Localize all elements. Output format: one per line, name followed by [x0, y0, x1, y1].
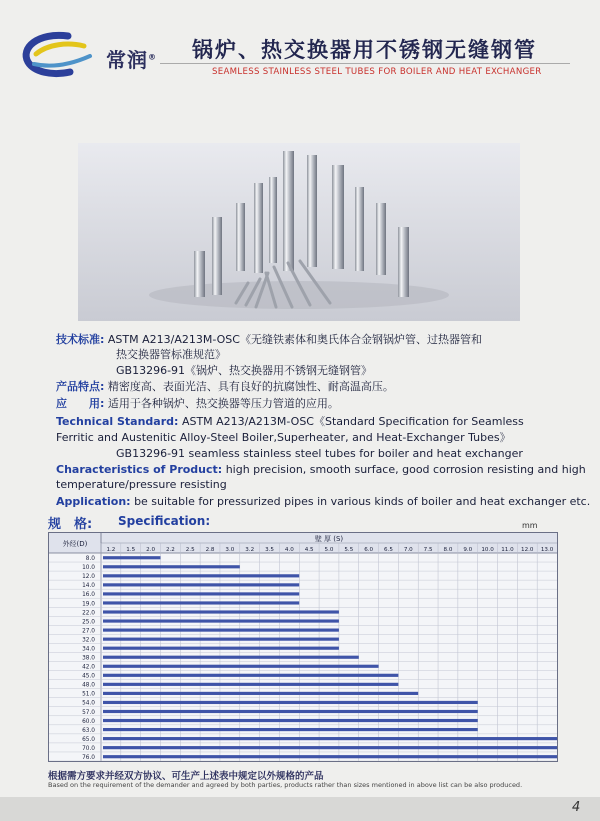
size-range-bar: [103, 556, 160, 559]
thickness-label: 2.2: [165, 547, 175, 553]
od-label: 76.0: [82, 755, 95, 761]
od-label: 38.0: [82, 655, 95, 662]
od-label: 34.0: [82, 646, 95, 653]
tech-standard-en-cont: Ferritic and Austenitic Alloy-Steel Boiler,Superheater, and Heat-Exchanger Tubes》: [56, 431, 511, 444]
od-header: 外经(D): [62, 540, 88, 548]
size-range-bar: [103, 619, 339, 622]
thickness-label: 6.5: [384, 547, 393, 553]
od-label: 32.0: [82, 637, 95, 644]
footnote-en: Based on the requirement of the demander and agreed by both parties, products rather than sizes mentioned in above list can be also produced.: [48, 781, 523, 789]
size-range-bar: [103, 610, 339, 613]
od-label: 57.0: [82, 709, 95, 716]
od-label: 25.0: [82, 619, 95, 626]
footer-bar: [0, 797, 600, 821]
thickness-label: 3.2: [245, 547, 255, 553]
thickness-label: 4.5: [304, 547, 314, 553]
size-range-bar: [103, 574, 299, 577]
gb-standard-en: GB13296-91 seamless stainless steel tubes for boiler and heat exchanger: [116, 447, 523, 460]
thickness-label: 7.5: [423, 547, 433, 553]
thickness-label: 1.5: [126, 547, 136, 553]
od-label: 65.0: [82, 736, 95, 743]
divider: [160, 63, 570, 64]
spec-label-zh: 规 格:: [48, 517, 93, 532]
size-range-bar: [103, 583, 299, 586]
od-label: 16.0: [82, 592, 95, 599]
size-range-bar: [103, 647, 339, 650]
brand-name: 常润®: [106, 48, 157, 72]
size-range-bar: [103, 565, 240, 568]
size-range-bar: [103, 746, 557, 749]
size-range-bar: [103, 692, 418, 695]
od-label: 22.0: [82, 610, 95, 617]
od-label: 14.0: [82, 583, 95, 590]
size-range-bar: [103, 728, 478, 731]
size-range-bar: [103, 656, 359, 659]
thickness-label: 3.5: [265, 547, 274, 553]
size-range-bar: [103, 601, 299, 604]
page-subtitle: SEAMLESS STAINLESS STEEL TUBES FOR BOILER AND HEAT EXCHANGER: [212, 67, 542, 77]
od-label: 12.0: [82, 574, 95, 581]
size-range-bar: [103, 592, 299, 595]
thickness-label: 11.0: [501, 547, 514, 553]
thickness-label: 3.0: [225, 547, 235, 553]
tech-standard-zh: 技术标准: ASTM A213/A213M-OSC《无缝铁素体和奥氏体合金钢锅炉管、过热器管和: [56, 333, 482, 346]
unit-label: mm: [522, 521, 538, 530]
product-photo: [78, 143, 520, 321]
characteristics-en-cont: temperature/pressure resisting: [56, 478, 227, 491]
size-range-bar: [103, 755, 557, 758]
wall-header: 壁 厚 (S): [314, 535, 344, 543]
application-zh: 应 用: 适用于各种锅炉、热交换器等压力管道的应用。: [56, 397, 339, 410]
od-label: 54.0: [82, 700, 95, 707]
tech-standard-en: Technical Standard: ASTM A213/A213M-OSC《Standard Specification for Seamless: [56, 415, 524, 428]
size-range-bar: [103, 629, 339, 632]
thickness-label: 6.0: [364, 547, 374, 553]
size-range-bar: [103, 683, 398, 686]
od-label: 8.0: [85, 556, 95, 563]
od-label: 45.0: [82, 673, 95, 680]
thickness-label: 1.2: [106, 547, 116, 553]
od-label: 60.0: [82, 718, 95, 725]
size-range-bar: [103, 674, 398, 677]
footnote-zh: 根据需方要求并经双方协议、可生产上述表中规定以外规格的产品: [48, 771, 324, 782]
od-label: 51.0: [82, 691, 95, 698]
thickness-label: 9.0: [463, 547, 473, 553]
thickness-label: 5.5: [344, 547, 354, 553]
od-label: 63.0: [82, 727, 95, 734]
thickness-label: 5.0: [324, 547, 334, 553]
thickness-label: 7.0: [403, 547, 413, 553]
thickness-label: 13.0: [540, 547, 554, 553]
tech-standard-zh-cont: 热交换器管标准规范》: [116, 348, 226, 361]
features-zh: 产品特点: 精密度高、表面光洁、具有良好的抗腐蚀性、耐高温高压。: [56, 380, 394, 393]
brand-logo: [18, 30, 110, 82]
size-range-bar: [103, 701, 478, 704]
od-label: 70.0: [82, 745, 95, 752]
characteristics-en: Characteristics of Product: high precision, smooth surface, good corrosion resisting and high: [56, 463, 586, 476]
application-en: Application: be suitable for pressurized pipes in various kinds of boiler and heat exchanger etc.: [56, 495, 591, 508]
gb-standard-zh: GB13296-91《锅炉、热交换器用不锈钢无缝钢管》: [116, 364, 373, 377]
page-number: 4: [572, 800, 581, 815]
od-label: 27.0: [82, 628, 95, 635]
od-label: 19.0: [82, 601, 95, 608]
page-title: 锅炉、热交换器用不锈钢无缝钢管: [192, 38, 537, 62]
od-label: 48.0: [82, 682, 95, 689]
thickness-label: 4.0: [284, 547, 294, 553]
spec-table: [48, 532, 558, 762]
od-label: 10.0: [82, 565, 95, 572]
size-range-bar: [103, 665, 379, 668]
thickness-label: 2.8: [205, 547, 215, 553]
thickness-label: 12.0: [521, 547, 534, 553]
thickness-label: 8.0: [443, 547, 453, 553]
size-range-bar: [103, 737, 557, 740]
size-range-bar: [103, 719, 478, 722]
spec-label-en: Specification:: [118, 514, 211, 528]
thickness-label: 2.5: [185, 547, 195, 553]
thickness-label: 2.0: [146, 547, 156, 553]
size-range-bar: [103, 638, 339, 641]
size-range-bar: [103, 710, 478, 713]
od-label: 42.0: [82, 664, 95, 671]
thickness-label: 10.0: [481, 547, 494, 553]
